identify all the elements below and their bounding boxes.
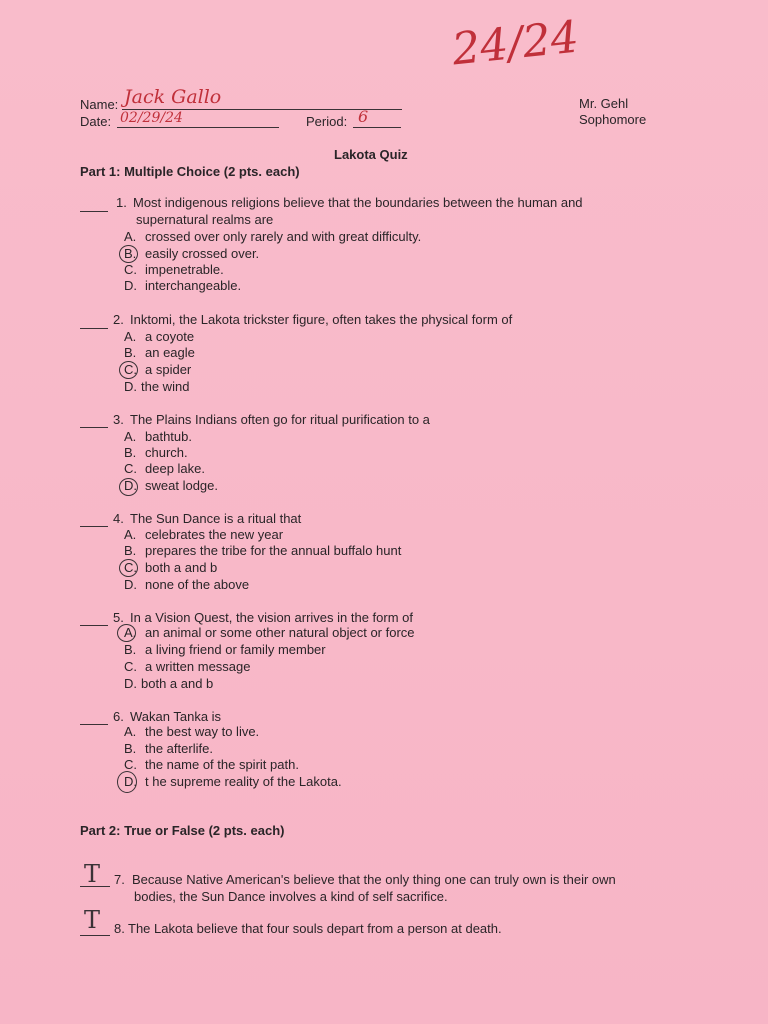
teacher-name: Mr. Gehl: [579, 96, 629, 111]
name-value: Jack Gallo: [124, 86, 222, 108]
date-underline: [117, 127, 279, 128]
option-text: none of the above: [145, 577, 250, 592]
answer-blank[interactable]: [80, 211, 108, 212]
answer-blank[interactable]: [80, 724, 108, 725]
period-underline: [353, 127, 401, 128]
question-number: 4.: [113, 511, 124, 526]
option-text: impenetrable.: [145, 262, 224, 277]
question-number: 2.: [113, 312, 124, 327]
option-letter: C.: [124, 757, 137, 772]
question-text-cont: supernatural realms are: [136, 212, 274, 227]
option-text: sweat lodge.: [145, 478, 218, 493]
option-text: t he supreme reality of the Lakota.: [145, 774, 342, 789]
date-value: 02/29/24: [120, 110, 183, 126]
date-label: Date:: [80, 114, 112, 129]
option-letter: C.: [124, 560, 137, 575]
option-text: the name of the spirit path.: [145, 757, 299, 772]
question-number: 5.: [113, 610, 124, 625]
option-text: crossed over only rarely and with great difficulty.: [145, 229, 422, 244]
answer-blank[interactable]: [80, 526, 108, 527]
option-letter: D.: [124, 278, 137, 293]
option-letter: B.: [124, 642, 137, 657]
question-number: 3.: [113, 412, 124, 427]
answer-blank[interactable]: [80, 625, 108, 626]
option-letter: D.: [124, 577, 137, 592]
option-letter: D.: [124, 379, 137, 394]
question-number: 1.: [116, 195, 127, 210]
option-letter: D.: [124, 676, 137, 691]
part2-heading: Part 2: True or False (2 pts. each): [80, 823, 285, 838]
option-letter: A.: [124, 429, 137, 444]
question-text: Because Native American's believe that the only thing one can truly own is their own: [132, 872, 616, 887]
score-handwritten: 24/24: [449, 11, 582, 76]
answer-blank[interactable]: [80, 427, 108, 428]
option-letter: C.: [124, 362, 137, 377]
option-text: both a and b: [141, 676, 214, 691]
question-text: The Plains Indians often go for ritual purification to a: [130, 412, 430, 427]
option-text: an animal or some other natural object or force: [145, 625, 415, 640]
period-label: Period:: [306, 114, 348, 129]
period-value: 6: [358, 107, 369, 126]
option-letter: A.: [124, 724, 137, 739]
option-text: a coyote: [145, 329, 195, 344]
class-level: Sophomore: [579, 112, 647, 127]
option-letter: B.: [124, 741, 137, 756]
question-text: Most indigenous religions believe that the boundaries between the human and: [133, 195, 583, 210]
option-text: the wind: [141, 379, 190, 394]
option-text: a living friend or family member: [145, 642, 326, 657]
option-text: church.: [145, 445, 188, 460]
option-letter: C.: [124, 659, 137, 674]
option-text: an eagle: [145, 345, 195, 360]
option-letter: B.: [124, 246, 137, 261]
option-text: the best way to live.: [145, 724, 260, 739]
option-text: a written message: [145, 659, 251, 674]
option-letter: C.: [124, 461, 137, 476]
answer-blank[interactable]: [80, 328, 108, 329]
question-text: The Lakota believe that four souls depart from a person at death.: [128, 921, 502, 936]
option-letter: C.: [124, 262, 137, 277]
question-text-cont: bodies, the Sun Dance involves a kind of self sacrifice.: [134, 889, 448, 904]
question-number: 8.: [114, 921, 125, 936]
option-text: easily crossed over.: [145, 246, 260, 261]
option-letter: B.: [124, 445, 137, 460]
option-text: bathtub.: [145, 429, 192, 444]
question-number: 7.: [114, 872, 125, 887]
option-letter: D.: [124, 478, 137, 493]
option-text: interchangeable.: [145, 278, 242, 293]
option-text: deep lake.: [145, 461, 205, 476]
option-text: the afterlife.: [145, 741, 213, 756]
tf-answer: T: [84, 860, 101, 888]
answer-blank[interactable]: [80, 886, 110, 887]
option-letter: A.: [124, 625, 137, 640]
question-text: The Sun Dance is a ritual that: [130, 511, 302, 526]
answer-blank[interactable]: [80, 935, 110, 936]
option-letter: B.: [124, 543, 137, 558]
tf-answer: T: [84, 906, 101, 934]
question-text: Wakan Tanka is: [130, 709, 222, 724]
option-text: a spider: [145, 362, 192, 377]
option-letter: D.: [124, 774, 137, 789]
part1-heading: Part 1: Multiple Choice (2 pts. each): [80, 164, 300, 179]
quiz-title: Lakota Quiz: [334, 147, 408, 162]
question-number: 6.: [113, 709, 124, 724]
option-letter: A.: [124, 527, 137, 542]
option-text: celebrates the new year: [145, 527, 284, 542]
option-letter: B.: [124, 345, 137, 360]
option-text: prepares the tribe for the annual buffalo hunt: [145, 543, 402, 558]
option-letter: A.: [124, 229, 137, 244]
option-text: both a and b: [145, 560, 218, 575]
question-text: Inktomi, the Lakota trickster figure, often takes the physical form of: [130, 312, 513, 327]
question-text: In a Vision Quest, the vision arrives in the form of: [130, 610, 414, 625]
name-label: Name:: [80, 97, 119, 112]
option-letter: A.: [124, 329, 137, 344]
